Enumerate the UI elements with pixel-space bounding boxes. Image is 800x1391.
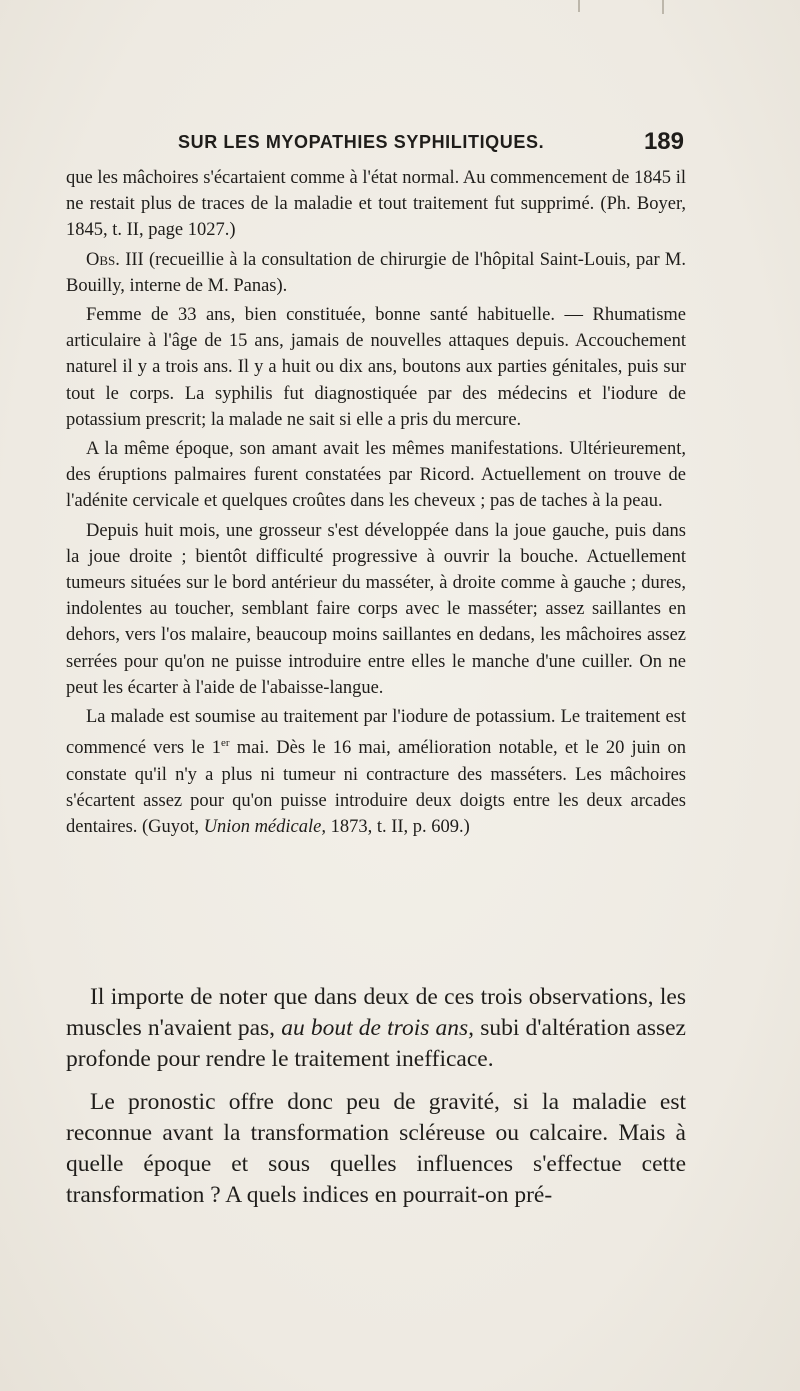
treatment-text-b: mai. Dès le 16 mai, amélioration notable, et le 20 juin on constate qu'il n'y a plus ni tumeur ni contracture des masséters. Les mâchoires s'écartent assez pour qu'on puisse introduire deux doigts entre les deux arcades dentaires. (Guyot, bbox=[66, 738, 686, 838]
note-emphasis: au bout de trois ans, bbox=[281, 1015, 475, 1041]
paragraph-continuation: que les mâchoires s'écartaient comme à l'état normal. Au commencement de 1845 il ne restait plus de traces de la maladie et tout traitement fut supprimé. (Ph. Boyer, 1845, t. II, page 1027.) bbox=[66, 168, 686, 241]
paragraph-same-period: A la même époque, son amant avait les mêmes manifestations. Ultérieurement, des éruptions palmaires furent constatées par Ricord. Actuellement on trouve de l'adénite cervicale et quelques croûtes dans les cheveux ; pas de taches à la peau. bbox=[66, 439, 686, 512]
running-title: SUR LES MYOPATHIES SYPHILITIQUES. bbox=[178, 132, 545, 152]
ordinal-superscript: er bbox=[221, 737, 230, 750]
main-text bbox=[66, 982, 686, 1211]
paragraph-prognosis: Le pronostic offre donc peu de gravité, si la maladie est reconnue avant la transformation scléreuse ou calcaire. Mais à quelle époque et sous quelles influences s'effectue cette transformation ? A quels indices en pourrait-on pré- bbox=[66, 1089, 686, 1208]
treatment-text-c: 1873, t. II, p. 609.) bbox=[325, 817, 470, 838]
paragraph-observation-heading bbox=[66, 247, 686, 299]
note-text-b: subi d'altération assez profonde pour rendre le traitement inefficace. bbox=[66, 1015, 686, 1072]
binding-mark-top-2 bbox=[662, 0, 664, 14]
journal-title: Union médicale, bbox=[203, 817, 326, 838]
note-text-a: Il importe de noter que dans deux de ces trois observations, les muscles n'avaient pas, bbox=[66, 984, 686, 1041]
paragraph-treatment bbox=[66, 704, 686, 840]
page-header bbox=[178, 128, 684, 160]
page-number: 189 bbox=[643, 128, 684, 155]
binding-mark-top bbox=[578, 0, 580, 12]
paragraph-patient-history: Femme de 33 ans, bien constituée, bonne santé habituelle. — Rhumatisme articulaire à l'âge de 15 ans, jamais de nouvelles attaques depuis. Accouchement naturel il y a trois ans. Il y a huit ou dix ans, boutons aux parties génitales, puis sur tout le corps. La syphilis fut diagnostiquée par des médecins et l'iodure de potassium prescrit; la malade ne sait si elle a pris du mercure. bbox=[66, 305, 686, 430]
paragraph-observations-note bbox=[66, 982, 686, 1075]
treatment-text-a: La malade est soumise au traitement par l'iodure de potassium. Le traitement est commencé vers le 1 bbox=[66, 707, 686, 759]
observation-text bbox=[66, 165, 686, 840]
obs-label: Obs. bbox=[86, 249, 120, 270]
paragraph-tumors: Depuis huit mois, une grosseur s'est développée dans la joue gauche, puis dans la joue droite ; bientôt difficulté progressive à ouvrir la bouche. Actuellement tumeurs situées sur le bord antérieur du masséter, à droite comme à gauche ; dures, indolentes au toucher, semblant faire corps avec le masséter; assez saillantes en dehors, vers l'os malaire, beaucoup moins saillantes en dedans, les mâchoires assez serrées pour qu'on ne puisse introduire entre elles le manche d'une cuiller. On ne peut les écarter à l'aide de l'abaisse-langue. bbox=[66, 520, 686, 698]
obs-heading-text: III (recueillie à la consultation de chirurgie de l'hôpital Saint-Louis, par M. Bouilly, interne de M. Panas). bbox=[66, 249, 686, 296]
